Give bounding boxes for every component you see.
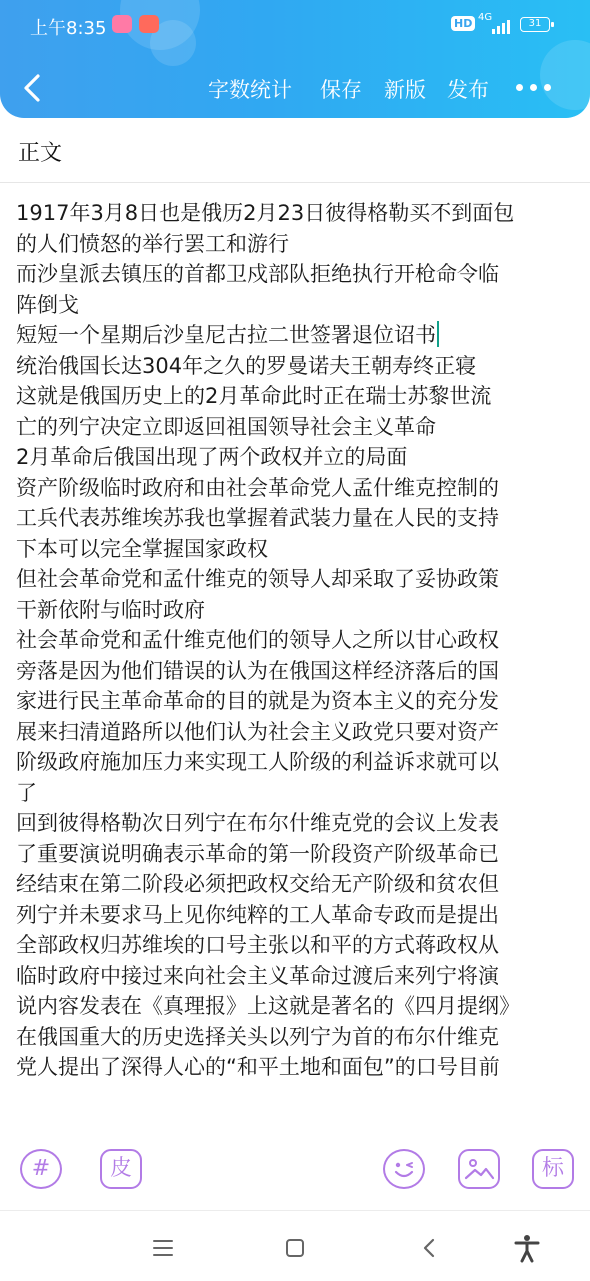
- editor-line: 这就是俄国历史上的2月革命此时正在瑞士苏黎世流: [16, 384, 492, 408]
- image-button[interactable]: [458, 1149, 500, 1189]
- editor-line: 旁落是因为他们错误的认为在俄国这样经济落后的国: [16, 658, 499, 683]
- new-version-button[interactable]: 新版: [384, 78, 426, 102]
- editor-line: 经结束在第二阶段必须把政权交给无产阶级和贫农但: [16, 872, 499, 896]
- home-square-icon: [280, 1233, 310, 1263]
- accessibility-button[interactable]: [512, 1233, 542, 1263]
- skin-button[interactable]: [100, 1149, 142, 1189]
- nav-back-button[interactable]: [414, 1233, 444, 1263]
- status-bar: [0, 0, 590, 52]
- app-notification-icon: [112, 15, 132, 33]
- word-count-button[interactable]: 字数统计: [208, 78, 292, 102]
- hashtag-button[interactable]: [20, 1149, 62, 1189]
- status-time: 上午8:35: [30, 18, 107, 39]
- editor-line: 在俄国重大的历史选择关头以列宁为首的布尔什维克: [16, 1024, 499, 1049]
- back-arrow-icon: [414, 1233, 444, 1263]
- more-dots-icon: [516, 84, 523, 91]
- network-type: 4G: [478, 12, 493, 23]
- editor-line: 资产阶级临时政府和由社会革命党人孟什维克控制的: [16, 475, 499, 500]
- editor-line: 的人们愤怒的举行罢工和游行: [16, 231, 289, 256]
- hd-icon: HD: [451, 16, 475, 31]
- emoji-button[interactable]: [383, 1149, 425, 1189]
- editor-line: 全部政权归苏维埃的口号主张以和平的方式蒋政权从: [16, 933, 499, 957]
- editor-line: 下本可以完全掌握国家政权: [16, 536, 268, 561]
- editor-line: 社会革命党和孟什维克他们的领导人之所以甘心政权: [16, 628, 499, 652]
- hashtag-icon: #: [31, 1156, 51, 1181]
- editor-line: 而沙皇派去镇压的首都卫戍部队拒绝执行开枪命令临: [16, 262, 499, 286]
- skin-icon: 皮: [109, 1156, 132, 1181]
- system-nav-bar: [0, 1210, 590, 1281]
- editor-line: 但社会革命党和孟什维克的领导人却采取了妥协政策: [16, 567, 499, 591]
- editor-line: 临时政府中接过来向社会主义革命过渡后来列宁将演: [16, 963, 499, 988]
- signal-icon: [492, 18, 514, 34]
- accessibility-icon: [512, 1233, 542, 1263]
- home-button[interactable]: [280, 1233, 310, 1263]
- more-dot: [530, 84, 537, 91]
- editor-body[interactable]: [16, 198, 578, 1083]
- app-header: [0, 0, 590, 118]
- tag-button[interactable]: [532, 1149, 574, 1189]
- menu-button[interactable]: [148, 1233, 178, 1263]
- editor-line: 2月革命后俄国出现了两个政权并立的局面: [16, 445, 408, 469]
- editor-line: 了重要演说明确表示革命的第一阶段资产阶级革命已: [16, 841, 499, 866]
- editor-line: 展来扫清道路所以他们认为社会主义政党只要对资产: [16, 719, 499, 744]
- editor-line: 干新依附与临时政府: [16, 597, 205, 622]
- editor-line: 短短一个星期后沙皇尼古拉二世签署退位诏书: [16, 320, 578, 351]
- emoji-icon: [385, 1151, 423, 1187]
- back-button[interactable]: [20, 68, 44, 108]
- text-cursor: [437, 321, 439, 347]
- editor-line: 统治俄国长达304年之久的罗曼诺夫王朝寿终正寝: [16, 353, 477, 378]
- more-button[interactable]: [512, 72, 556, 102]
- editor-line: 党人提出了深得人心的“和平土地和面包”的口号目前: [16, 1055, 500, 1079]
- tag-icon: 标: [541, 1156, 564, 1181]
- editor-line: 回到彼得格勒次日列宁在布尔什维克党的会议上发表: [16, 811, 499, 835]
- editor-line: 工兵代表苏维埃苏我也掌握着武装力量在人民的支持: [16, 506, 499, 530]
- section-title-row: [0, 118, 590, 183]
- editor-line: 列宁并未要求马上见你纯粹的工人革命专政而是提出: [16, 902, 499, 927]
- editor-line: 说内容发表在《真理报》上这就是著名的《四月提纲》: [16, 994, 520, 1018]
- more-dot: [544, 84, 551, 91]
- editor-line: 了: [16, 780, 37, 805]
- chevron-left-icon: [20, 68, 44, 108]
- menu-icon: [148, 1233, 178, 1263]
- editor-line: 家进行民主革命革命的目的就是为资本主义的充分发: [16, 689, 499, 713]
- section-title: 正文: [18, 141, 63, 166]
- editor-line: 亡的列宁决定立即返回祖国领导社会主义革命: [16, 414, 436, 439]
- image-icon: [460, 1151, 498, 1187]
- editor-line: 阵倒戈: [16, 292, 79, 317]
- app-notification-icon: [139, 15, 159, 33]
- editor-line: 阶级政府施加压力来实现工人阶级的利益诉求就可以: [16, 750, 499, 774]
- battery-icon: 31: [520, 17, 550, 32]
- publish-button[interactable]: 发布: [447, 78, 489, 102]
- save-button[interactable]: 保存: [320, 78, 362, 102]
- editor-line: 1917年3月8日也是俄历2月23日彼得格勒买不到面包: [16, 201, 515, 225]
